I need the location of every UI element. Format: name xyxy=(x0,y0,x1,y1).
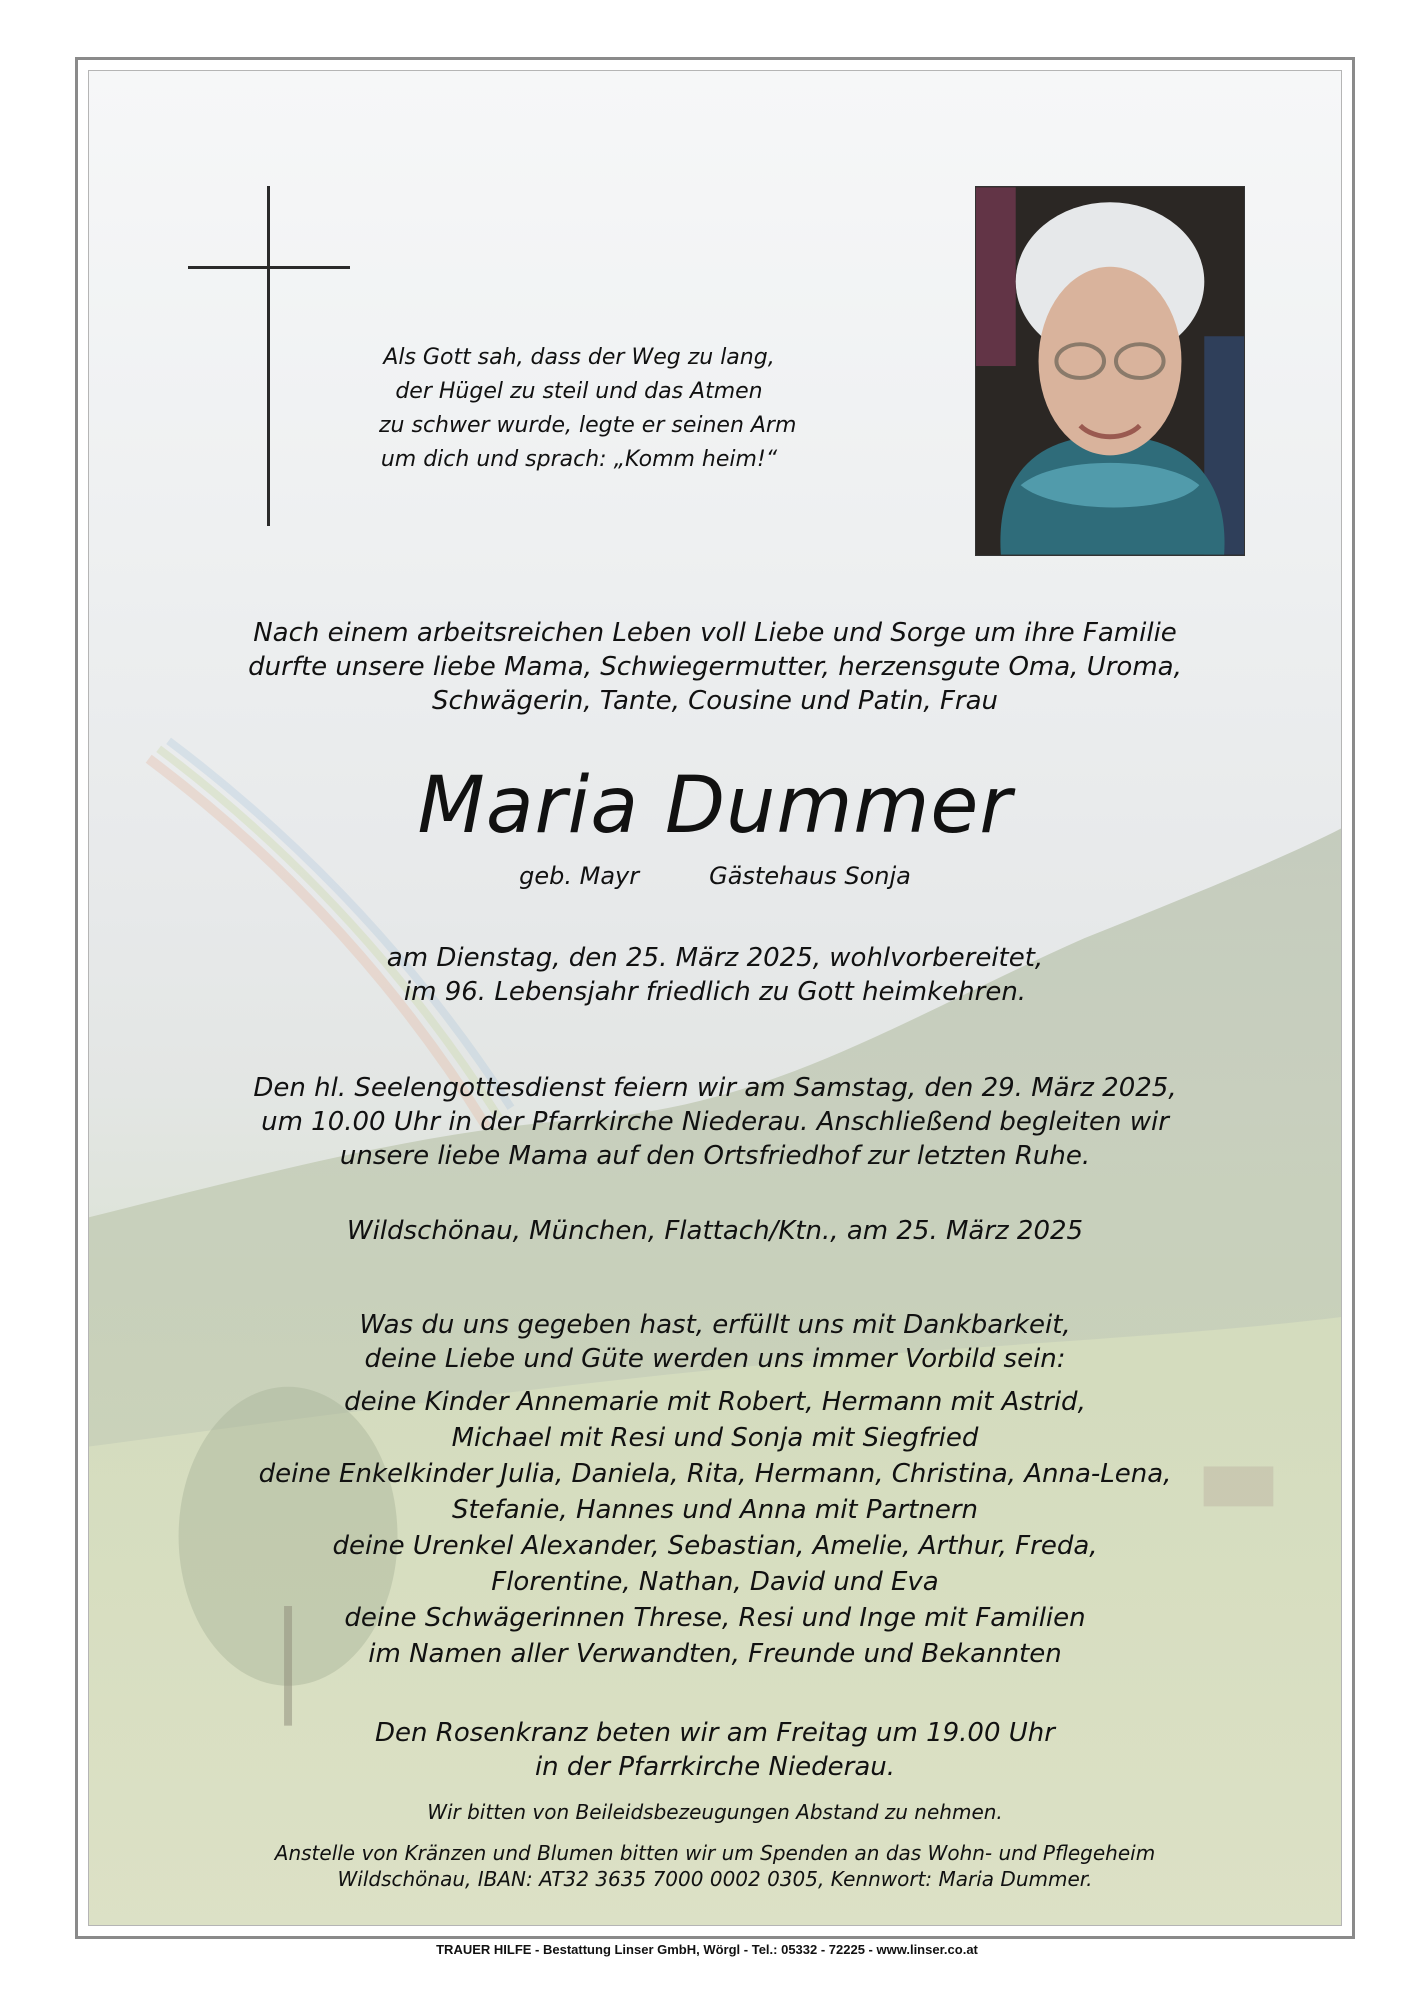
mass-line: um 10.00 Uhr in der Pfarrkirche Niederau. Anschließend begleiten wir xyxy=(261,1107,1169,1137)
death-notice xyxy=(89,941,1341,1009)
mourner-line: deine Enkelkinder Julia, Daniela, Rita, Hermann, Christina, Anna-Lena, xyxy=(258,1459,1172,1489)
mourners-list xyxy=(89,1384,1341,1672)
thanks-line: deine Liebe und Güte werden uns immer Vorbild sein: xyxy=(364,1344,1066,1374)
rosary-line: Den Rosenkranz beten wir am Freitag um 19.00 Uhr xyxy=(375,1718,1055,1748)
deceased-name: Maria Dummer xyxy=(417,761,1013,851)
verse-line: um dich und sprach: „Komm heim!“ xyxy=(380,447,778,472)
intro-line: Schwägerin, Tante, Cousine und Patin, Frau xyxy=(431,686,999,716)
verse-line: Als Gott sah, dass der Weg zu lang, xyxy=(383,345,775,370)
thanks-text xyxy=(89,1308,1341,1376)
intro-line: Nach einem arbeitsreichen Leben voll Liebe und Sorge um ihre Familie xyxy=(253,618,1177,648)
thanks-line: Was du uns gegeben hast, erfüllt uns mit Dankbarkeit, xyxy=(359,1310,1071,1340)
mass-line: unsere liebe Mama auf den Ortsfriedhof zur letzten Ruhe. xyxy=(339,1141,1091,1171)
mourner-line: deine Kinder Annemarie mit Robert, Hermann mit Astrid, xyxy=(344,1387,1086,1417)
donation-line: Anstelle von Kränzen und Blumen bitten wir um Spenden an das Wohn- und Pflegeheim xyxy=(274,1841,1156,1865)
maiden-name: geb. Mayr xyxy=(519,862,640,890)
mourner-line: im Namen aller Verwandten, Freunde und Bekannten xyxy=(368,1639,1062,1669)
notice-panel xyxy=(88,70,1342,1926)
funeral-mass-info xyxy=(89,1071,1341,1173)
notice-frame xyxy=(75,57,1355,1939)
name-subline xyxy=(89,861,1341,891)
donation-line: Wildschönau, IBAN: AT32 3635 7000 0002 0305, Kennwort: Maria Dummer. xyxy=(337,1867,1093,1891)
funeral-home-footer: TRAUER HILFE - Bestattung Linser GmbH, Wörgl - Tel.: 05332 - 72225 - www.linser.co.at xyxy=(436,1942,978,1957)
death-line: im 96. Lebensjahr friedlich zu Gott heimkehren. xyxy=(403,977,1027,1007)
memorial-verse xyxy=(379,341,797,477)
portrait-photo xyxy=(975,186,1245,556)
mourner-line: deine Urenkel Alexander, Sebastian, Amelie, Arthur, Freda, xyxy=(332,1531,1098,1561)
verse-line: der Hügel zu steil und das Atmen xyxy=(395,379,763,404)
mass-line: Den hl. Seelengottesdienst feiern wir am Samstag, den 29. März 2025, xyxy=(253,1073,1177,1103)
intro-text xyxy=(89,616,1341,718)
guesthouse-name: Gästehaus Sonja xyxy=(709,862,911,890)
cross-icon xyxy=(188,186,350,526)
condolence-note: Wir bitten von Beileidsbezeugungen Abstand zu nehmen. xyxy=(427,1800,1003,1824)
mourner-line: Stefanie, Hannes und Anna mit Partnern xyxy=(451,1495,979,1525)
intro-line: durfte unsere liebe Mama, Schwiegermutter, herzensgute Oma, Uroma, xyxy=(248,652,1182,682)
verse-line: zu schwer wurde, legte er seinen Arm xyxy=(379,413,797,438)
donation-request xyxy=(89,1840,1341,1892)
place-date: Wildschönau, München, Flattach/Ktn., am 25. März 2025 xyxy=(346,1216,1084,1246)
portrait-image xyxy=(976,187,1244,555)
mourner-line: deine Schwägerinnen Threse, Resi und Inge mit Familien xyxy=(344,1603,1086,1633)
mourner-line: Michael mit Resi und Sonja mit Siegfried xyxy=(451,1423,979,1453)
rosary-line: in der Pfarrkirche Niederau. xyxy=(534,1752,896,1782)
rosary-info xyxy=(89,1716,1341,1784)
death-line: am Dienstag, den 25. März 2025, wohlvorbereitet, xyxy=(386,943,1044,973)
mourner-line: Florentine, Nathan, David und Eva xyxy=(491,1567,939,1597)
